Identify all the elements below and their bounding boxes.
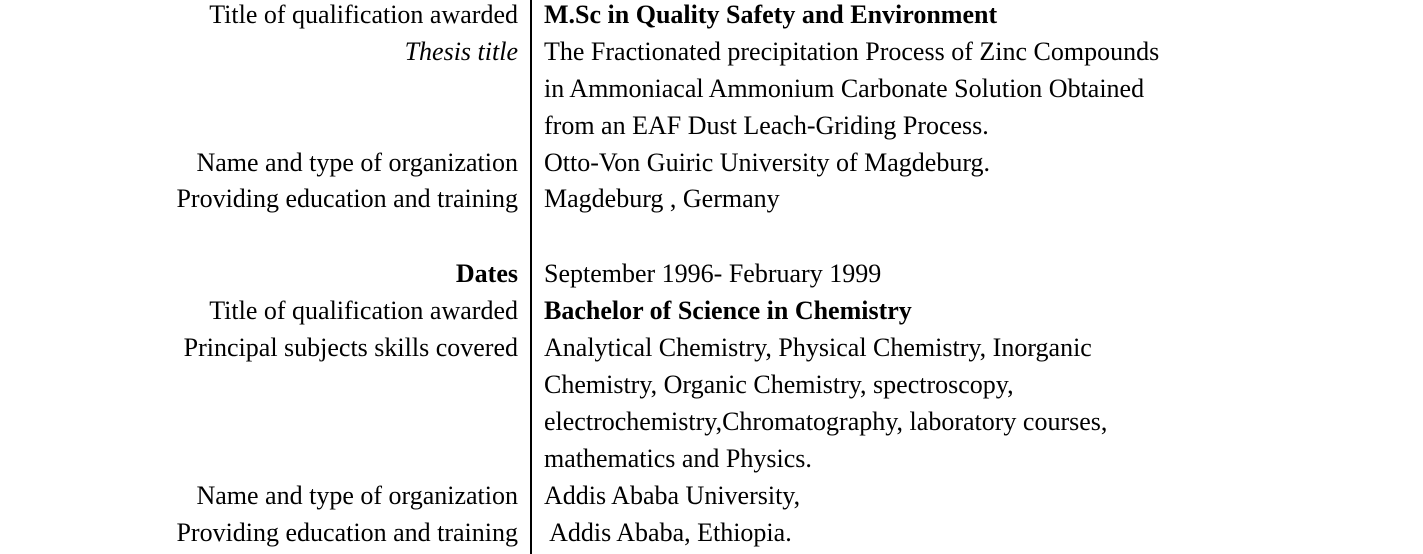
qualification-value: M.Sc in Quality Safety and Environment	[544, 0, 998, 29]
providing-label: Providing education and training	[176, 184, 518, 213]
thesis-line: in Ammoniacal Ammonium Carbonate Solution Obtained	[544, 74, 1145, 103]
thesis-line: from an EAF Dust Leach-Griding Process.	[544, 111, 989, 140]
subjects-line: Analytical Chemistry, Physical Chemistry, Inorganic	[544, 333, 1092, 362]
organization-value: Addis Ababa University,	[544, 481, 801, 510]
organization-label: Name and type of organization	[196, 148, 518, 177]
column-divider	[530, 0, 532, 554]
qualification-value: Bachelor of Science in Chemistry	[544, 296, 912, 325]
providing-value: Addis Ababa, Ethiopia.	[544, 518, 792, 547]
thesis-label: Thesis title	[404, 37, 518, 66]
qualification-label: Title of qualification awarded	[209, 0, 518, 29]
thesis-line: The Fractionated precipitation Process of Zinc Compounds	[544, 37, 1160, 66]
dates-label: Dates	[455, 259, 518, 288]
dates-value: September 1996- February 1999	[544, 259, 882, 288]
subjects-line: Chemistry, Organic Chemistry, spectroscopy,	[544, 370, 1014, 399]
qualification-label: Title of qualification awarded	[209, 296, 518, 325]
subjects-label: Principal subjects skills covered	[183, 333, 518, 362]
providing-label: Providing education and training	[176, 518, 518, 547]
organization-value: Otto-Von Guiric University of Magdeburg.	[544, 148, 991, 177]
organization-label: Name and type of organization	[196, 481, 518, 510]
subjects-line: electrochemistry,Chromatography, laboratory courses,	[544, 407, 1108, 436]
subjects-line: mathematics and Physics.	[544, 444, 812, 473]
providing-value: Magdeburg , Germany	[544, 184, 780, 213]
